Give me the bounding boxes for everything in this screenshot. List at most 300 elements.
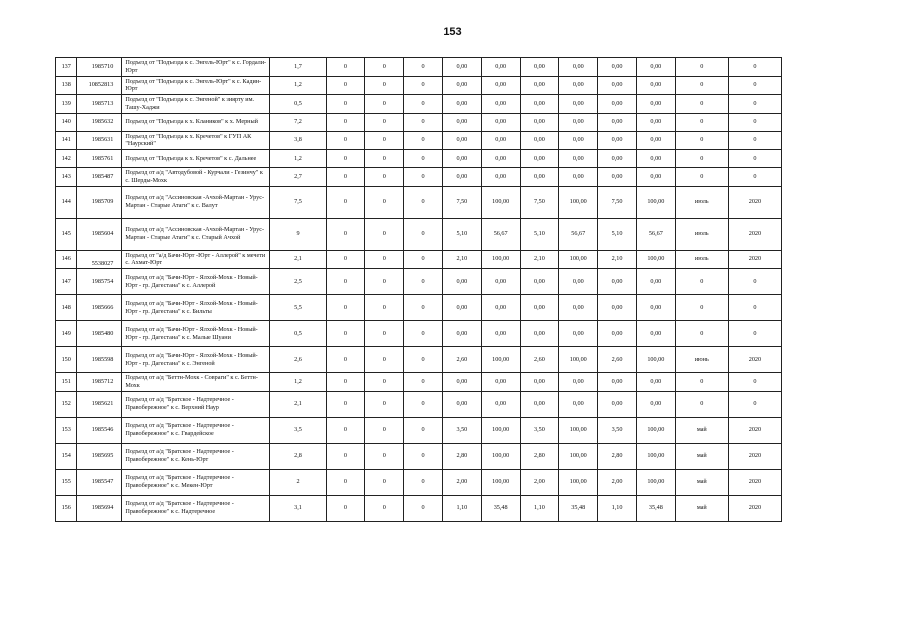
cell-ap: 0,00: [481, 113, 520, 131]
cell-cp: 0,00: [636, 58, 675, 77]
cell-bp: 0,00: [559, 131, 598, 150]
cell-ap: 0,00: [481, 95, 520, 114]
cell-num: 146: [56, 250, 77, 269]
cell-z2: 0: [365, 218, 404, 250]
cell-b: 0,00: [520, 168, 559, 187]
cell-z1: 0: [326, 469, 365, 495]
cell-name: Подъезд от а/д "Бачи-Юрт - Ялхой-Мохк - Новый-Юрт - гр. Дагестана" к с. Малые Шуани: [122, 321, 270, 347]
cell-ap: 35,48: [481, 495, 520, 521]
cell-a: 0,00: [442, 150, 481, 168]
cell-year: 0: [728, 295, 781, 321]
cell-bp: 0,00: [559, 295, 598, 321]
cell-len: 2,6: [270, 347, 326, 373]
cell-z2: 0: [365, 150, 404, 168]
cell-num: 151: [56, 373, 77, 392]
cell-code: 1985487: [77, 168, 122, 187]
cell-code: 1985546: [77, 417, 122, 443]
cell-ap: 100,00: [481, 443, 520, 469]
cell-len: 9: [270, 218, 326, 250]
cell-code: 1985547: [77, 469, 122, 495]
cell-bp: 35,48: [559, 495, 598, 521]
cell-bp: 100,00: [559, 250, 598, 269]
cell-bp: 0,00: [559, 76, 598, 95]
cell-z3: 0: [404, 417, 443, 443]
cell-z3: 0: [404, 321, 443, 347]
cell-month: июль: [675, 186, 728, 218]
cell-a: 2,80: [442, 443, 481, 469]
cell-year: 0: [728, 76, 781, 95]
cell-z2: 0: [365, 373, 404, 392]
cell-c: 0,00: [598, 131, 637, 150]
cell-name: Подъезд от "Подъезда к х. Кречетов" к с. Дальнее: [122, 150, 270, 168]
table-row: [56, 95, 782, 114]
cell-c: 0,00: [598, 321, 637, 347]
cell-cp: 100,00: [636, 443, 675, 469]
cell-bp: 56,67: [559, 218, 598, 250]
cell-z3: 0: [404, 250, 443, 269]
cell-num: 152: [56, 391, 77, 417]
cell-z2: 0: [365, 495, 404, 521]
cell-bp: 0,00: [559, 269, 598, 295]
cell-len: 7,2: [270, 113, 326, 131]
cell-c: 0,00: [598, 168, 637, 187]
cell-z1: 0: [326, 218, 365, 250]
cell-len: 2,1: [270, 391, 326, 417]
cell-num: 139: [56, 95, 77, 114]
cell-c: 0,00: [598, 269, 637, 295]
cell-ap: 0,00: [481, 269, 520, 295]
cell-b: 0,00: [520, 391, 559, 417]
cell-code: 10852813: [77, 76, 122, 95]
cell-month: 0: [675, 269, 728, 295]
table-row: [56, 469, 782, 495]
table-row: [56, 495, 782, 521]
cell-month: 0: [675, 295, 728, 321]
cell-b: 2,10: [520, 250, 559, 269]
table-row: [56, 391, 782, 417]
cell-a: 7,50: [442, 186, 481, 218]
cell-bp: 0,00: [559, 168, 598, 187]
cell-year: 0: [728, 321, 781, 347]
page-number: 153: [443, 26, 462, 38]
cell-year: 0: [728, 95, 781, 114]
cell-b: 0,00: [520, 150, 559, 168]
table-row: [56, 347, 782, 373]
cell-ap: 100,00: [481, 347, 520, 373]
cell-z2: 0: [365, 391, 404, 417]
cell-year: 2020: [728, 495, 781, 521]
cell-bp: 100,00: [559, 469, 598, 495]
cell-name: Подъезд от "а/д Бачи-Юрт -Юрт - Аллерой" к мечети с. Ахмат-Юрт: [122, 250, 270, 269]
cell-ap: 0,00: [481, 295, 520, 321]
cell-c: 2,10: [598, 250, 637, 269]
cell-ap: 100,00: [481, 186, 520, 218]
cell-code: 1985695: [77, 443, 122, 469]
cell-name: Подъезд от а/д "Братское - Надтеречное - Правобережное" к с. Кень-Юрт: [122, 443, 270, 469]
cell-z1: 0: [326, 168, 365, 187]
cell-cp: 0,00: [636, 391, 675, 417]
cell-z2: 0: [365, 443, 404, 469]
cell-len: 7,5: [270, 186, 326, 218]
cell-len: 2,5: [270, 269, 326, 295]
cell-c: 5,10: [598, 218, 637, 250]
cell-z2: 0: [365, 269, 404, 295]
cell-year: 0: [728, 58, 781, 77]
cell-z3: 0: [404, 168, 443, 187]
cell-c: 0,00: [598, 373, 637, 392]
cell-b: 0,00: [520, 269, 559, 295]
cell-name: Подъезд от а/д "Автодубовой - Курчали - Гезинчу" к с. Шерды-Мохк: [122, 168, 270, 187]
table-row: [56, 168, 782, 187]
cell-month: июль: [675, 250, 728, 269]
cell-num: 142: [56, 150, 77, 168]
cell-b: 0,00: [520, 131, 559, 150]
cell-bp: 100,00: [559, 443, 598, 469]
cell-month: 0: [675, 76, 728, 95]
cell-year: 0: [728, 113, 781, 131]
cell-ap: 0,00: [481, 150, 520, 168]
cell-c: 2,80: [598, 443, 637, 469]
table-row: [56, 186, 782, 218]
cell-name: Подъезд от а/д "Братское - Надтеречное - Правобережное" к с. Мекен-Юрт: [122, 469, 270, 495]
cell-c: 0,00: [598, 295, 637, 321]
cell-z1: 0: [326, 186, 365, 218]
cell-z2: 0: [365, 250, 404, 269]
cell-num: 138: [56, 76, 77, 95]
cell-c: 0,00: [598, 391, 637, 417]
cell-num: 143: [56, 168, 77, 187]
cell-z3: 0: [404, 113, 443, 131]
table-row: [56, 443, 782, 469]
cell-month: июнь: [675, 347, 728, 373]
cell-z2: 0: [365, 131, 404, 150]
table-row: [56, 76, 782, 95]
cell-code: 1985712: [77, 373, 122, 392]
table-row: [56, 150, 782, 168]
cell-len: 0,5: [270, 95, 326, 114]
cell-b: 0,00: [520, 373, 559, 392]
cell-len: 2: [270, 469, 326, 495]
cell-c: 0,00: [598, 58, 637, 77]
cell-month: май: [675, 417, 728, 443]
cell-code: 1985632: [77, 113, 122, 131]
cell-code: 1985604: [77, 218, 122, 250]
cell-a: 0,00: [442, 76, 481, 95]
cell-name: Подъезд от а/д "Бачи-Юрт - Ялхой-Мохк - Новый-Юрт - гр. Дагестана" к с. Энгеной: [122, 347, 270, 373]
cell-a: 0,00: [442, 321, 481, 347]
table-row: [56, 321, 782, 347]
cell-c: 2,00: [598, 469, 637, 495]
cell-a: 0,00: [442, 95, 481, 114]
cell-name: Подъезд от а/д "Беттн-Мохк - Совраги" к с. Беттн-Мохк: [122, 373, 270, 392]
cell-z2: 0: [365, 321, 404, 347]
cell-cp: 100,00: [636, 250, 675, 269]
cell-bp: 0,00: [559, 95, 598, 114]
cell-year: 2020: [728, 186, 781, 218]
cell-z1: 0: [326, 76, 365, 95]
cell-c: 0,00: [598, 76, 637, 95]
cell-b: 7,50: [520, 186, 559, 218]
cell-month: 0: [675, 373, 728, 392]
cell-num: 145: [56, 218, 77, 250]
cell-name: Подъезд от "Подъезда к х. Клаников" к х. Мерный: [122, 113, 270, 131]
table-row: [56, 131, 782, 150]
cell-num: 137: [56, 58, 77, 77]
cell-c: 0,00: [598, 95, 637, 114]
cell-z3: 0: [404, 218, 443, 250]
table-row: [56, 218, 782, 250]
cell-code: 1985694: [77, 495, 122, 521]
cell-len: 2,7: [270, 168, 326, 187]
cell-name: Подъезд от а/д "Бачи-Юрт - Ялхой-Мохк - Новый-Юрт - гр. Дагестана" к с. Аллерой: [122, 269, 270, 295]
cell-ap: 0,00: [481, 321, 520, 347]
cell-cp: 100,00: [636, 347, 675, 373]
table-row: [56, 417, 782, 443]
cell-z3: 0: [404, 347, 443, 373]
cell-a: 0,00: [442, 113, 481, 131]
cell-b: 2,60: [520, 347, 559, 373]
cell-len: 3,8: [270, 131, 326, 150]
cell-num: 141: [56, 131, 77, 150]
cell-num: 149: [56, 321, 77, 347]
cell-b: 2,00: [520, 469, 559, 495]
cell-code: 1985480: [77, 321, 122, 347]
cell-year: 0: [728, 373, 781, 392]
cell-z3: 0: [404, 469, 443, 495]
cell-z1: 0: [326, 347, 365, 373]
cell-month: 0: [675, 168, 728, 187]
cell-cp: 0,00: [636, 168, 675, 187]
cell-z1: 0: [326, 95, 365, 114]
cell-code: 1985621: [77, 391, 122, 417]
cell-bp: 0,00: [559, 321, 598, 347]
cell-month: май: [675, 469, 728, 495]
table-row: [56, 113, 782, 131]
cell-ap: 100,00: [481, 469, 520, 495]
cell-z2: 0: [365, 295, 404, 321]
cell-z2: 0: [365, 76, 404, 95]
cell-z3: 0: [404, 131, 443, 150]
cell-a: 0,00: [442, 168, 481, 187]
cell-c: 1,10: [598, 495, 637, 521]
cell-len: 3,1: [270, 495, 326, 521]
cell-code: 1985754: [77, 269, 122, 295]
cell-c: 2,60: [598, 347, 637, 373]
cell-year: 2020: [728, 443, 781, 469]
cell-month: 0: [675, 391, 728, 417]
cell-cp: 0,00: [636, 269, 675, 295]
cell-c: 0,00: [598, 150, 637, 168]
cell-month: 0: [675, 113, 728, 131]
cell-z3: 0: [404, 495, 443, 521]
cell-cp: 0,00: [636, 295, 675, 321]
cell-z2: 0: [365, 168, 404, 187]
cell-z2: 0: [365, 58, 404, 77]
cell-bp: 0,00: [559, 150, 598, 168]
cell-z1: 0: [326, 250, 365, 269]
cell-name: Подъезд от "Подъезда к с. Энгель-Юрт" к с. Гордали-Юрт: [122, 58, 270, 77]
cell-name: Подъезд от "Подъезда к с. Энгель-Юрт" к с. Кадин-Юрт: [122, 76, 270, 95]
cell-z3: 0: [404, 295, 443, 321]
cell-bp: 0,00: [559, 373, 598, 392]
cell-year: 2020: [728, 417, 781, 443]
cell-z2: 0: [365, 417, 404, 443]
table-row: [56, 295, 782, 321]
cell-c: 7,50: [598, 186, 637, 218]
cell-b: 3,50: [520, 417, 559, 443]
cell-a: 3,50: [442, 417, 481, 443]
cell-z1: 0: [326, 58, 365, 77]
cell-num: 150: [56, 347, 77, 373]
cell-cp: 0,00: [636, 113, 675, 131]
cell-z1: 0: [326, 113, 365, 131]
cell-a: 1,10: [442, 495, 481, 521]
cell-cp: 35,48: [636, 495, 675, 521]
cell-bp: 0,00: [559, 113, 598, 131]
cell-year: 2020: [728, 250, 781, 269]
cell-b: 0,00: [520, 95, 559, 114]
cell-ap: 56,67: [481, 218, 520, 250]
cell-cp: 0,00: [636, 321, 675, 347]
cell-code: 1985761: [77, 150, 122, 168]
road-registry-table: [55, 57, 782, 522]
cell-num: 153: [56, 417, 77, 443]
cell-code: 1985713: [77, 95, 122, 114]
cell-z1: 0: [326, 269, 365, 295]
cell-z2: 0: [365, 347, 404, 373]
cell-cp: 0,00: [636, 95, 675, 114]
cell-num: 155: [56, 469, 77, 495]
cell-z1: 0: [326, 321, 365, 347]
cell-z2: 0: [365, 95, 404, 114]
cell-z1: 0: [326, 495, 365, 521]
cell-c: 0,00: [598, 113, 637, 131]
cell-name: Подъезд от а/д "Ассиновская -Ачхой-Мартан - Урус-Мартан - Старые Атаги" к с. Старый Ачхой: [122, 218, 270, 250]
cell-month: 0: [675, 95, 728, 114]
cell-ap: 0,00: [481, 76, 520, 95]
cell-bp: 100,00: [559, 417, 598, 443]
cell-z3: 0: [404, 76, 443, 95]
cell-code: 1985666: [77, 295, 122, 321]
cell-c: 3,50: [598, 417, 637, 443]
cell-year: 0: [728, 168, 781, 187]
cell-len: 3,5: [270, 417, 326, 443]
cell-b: 5,10: [520, 218, 559, 250]
cell-len: 5,5: [270, 295, 326, 321]
cell-ap: 0,00: [481, 131, 520, 150]
cell-a: 0,00: [442, 391, 481, 417]
cell-a: 2,60: [442, 347, 481, 373]
cell-len: 1,2: [270, 373, 326, 392]
cell-a: 0,00: [442, 295, 481, 321]
cell-z1: 0: [326, 391, 365, 417]
cell-b: 0,00: [520, 58, 559, 77]
cell-bp: 100,00: [559, 186, 598, 218]
cell-code: 5538027: [77, 250, 122, 269]
cell-b: 0,00: [520, 321, 559, 347]
cell-b: 0,00: [520, 295, 559, 321]
cell-month: май: [675, 495, 728, 521]
cell-z1: 0: [326, 295, 365, 321]
cell-code: 1985631: [77, 131, 122, 150]
cell-z3: 0: [404, 58, 443, 77]
cell-bp: 100,00: [559, 347, 598, 373]
cell-month: 0: [675, 58, 728, 77]
cell-b: 2,80: [520, 443, 559, 469]
cell-len: 1,2: [270, 76, 326, 95]
cell-cp: 56,67: [636, 218, 675, 250]
table-body: [56, 58, 782, 522]
cell-month: 0: [675, 131, 728, 150]
cell-z3: 0: [404, 269, 443, 295]
cell-z1: 0: [326, 417, 365, 443]
cell-len: 0,5: [270, 321, 326, 347]
cell-num: 140: [56, 113, 77, 131]
cell-cp: 100,00: [636, 417, 675, 443]
cell-name: Подъезд от а/д "Ассиновская -Ачхой-Мартан - Урус-Мартан - Старые Атаги" к с. Валут: [122, 186, 270, 218]
cell-z3: 0: [404, 186, 443, 218]
cell-year: 0: [728, 391, 781, 417]
cell-code: 1985598: [77, 347, 122, 373]
cell-z1: 0: [326, 131, 365, 150]
cell-z1: 0: [326, 373, 365, 392]
cell-z3: 0: [404, 443, 443, 469]
cell-name: Подъезд от "Подъезда к х. Кречетов" к ГУП АК "Наурский": [122, 131, 270, 150]
cell-ap: 0,00: [481, 391, 520, 417]
cell-code: 1985709: [77, 186, 122, 218]
cell-b: 0,00: [520, 76, 559, 95]
cell-cp: 0,00: [636, 150, 675, 168]
cell-name: Подъезд от а/д "Братское - Надтеречное - Правобережное" к с. Верхний Наур: [122, 391, 270, 417]
cell-name: Подъезд от а/д "Бачи-Юрт - Ялхой-Мохк - Новый-Юрт - гр. Дагестана" к с. Бильты: [122, 295, 270, 321]
cell-a: 2,00: [442, 469, 481, 495]
cell-year: 0: [728, 131, 781, 150]
cell-num: 154: [56, 443, 77, 469]
cell-num: 144: [56, 186, 77, 218]
cell-month: май: [675, 443, 728, 469]
cell-z2: 0: [365, 113, 404, 131]
table-row: [56, 58, 782, 77]
cell-len: 1,7: [270, 58, 326, 77]
cell-a: 2,10: [442, 250, 481, 269]
cell-ap: 0,00: [481, 58, 520, 77]
cell-a: 0,00: [442, 58, 481, 77]
cell-ap: 100,00: [481, 250, 520, 269]
cell-year: 2020: [728, 347, 781, 373]
cell-name: Подъезд от а/д "Братское - Надтеречное - Правобережное" к с. Гвардейское: [122, 417, 270, 443]
cell-year: 2020: [728, 469, 781, 495]
cell-z1: 0: [326, 150, 365, 168]
cell-z3: 0: [404, 373, 443, 392]
cell-a: 0,00: [442, 131, 481, 150]
cell-name: Подъезд от "Подъезда к с. Энгеной" к зиярту им. Ташу-Хаджи: [122, 95, 270, 114]
cell-year: 0: [728, 150, 781, 168]
cell-cp: 100,00: [636, 186, 675, 218]
cell-a: 5,10: [442, 218, 481, 250]
cell-z3: 0: [404, 150, 443, 168]
cell-month: июль: [675, 218, 728, 250]
cell-bp: 0,00: [559, 391, 598, 417]
cell-b: 1,10: [520, 495, 559, 521]
cell-name: Подъезд от а/д "Братское - Надтеречное - Правобережное" к с. Надтеречное: [122, 495, 270, 521]
cell-cp: 0,00: [636, 373, 675, 392]
cell-ap: 0,00: [481, 168, 520, 187]
cell-cp: 0,00: [636, 131, 675, 150]
cell-a: 0,00: [442, 373, 481, 392]
table-row: [56, 250, 782, 269]
cell-z1: 0: [326, 443, 365, 469]
cell-num: 156: [56, 495, 77, 521]
